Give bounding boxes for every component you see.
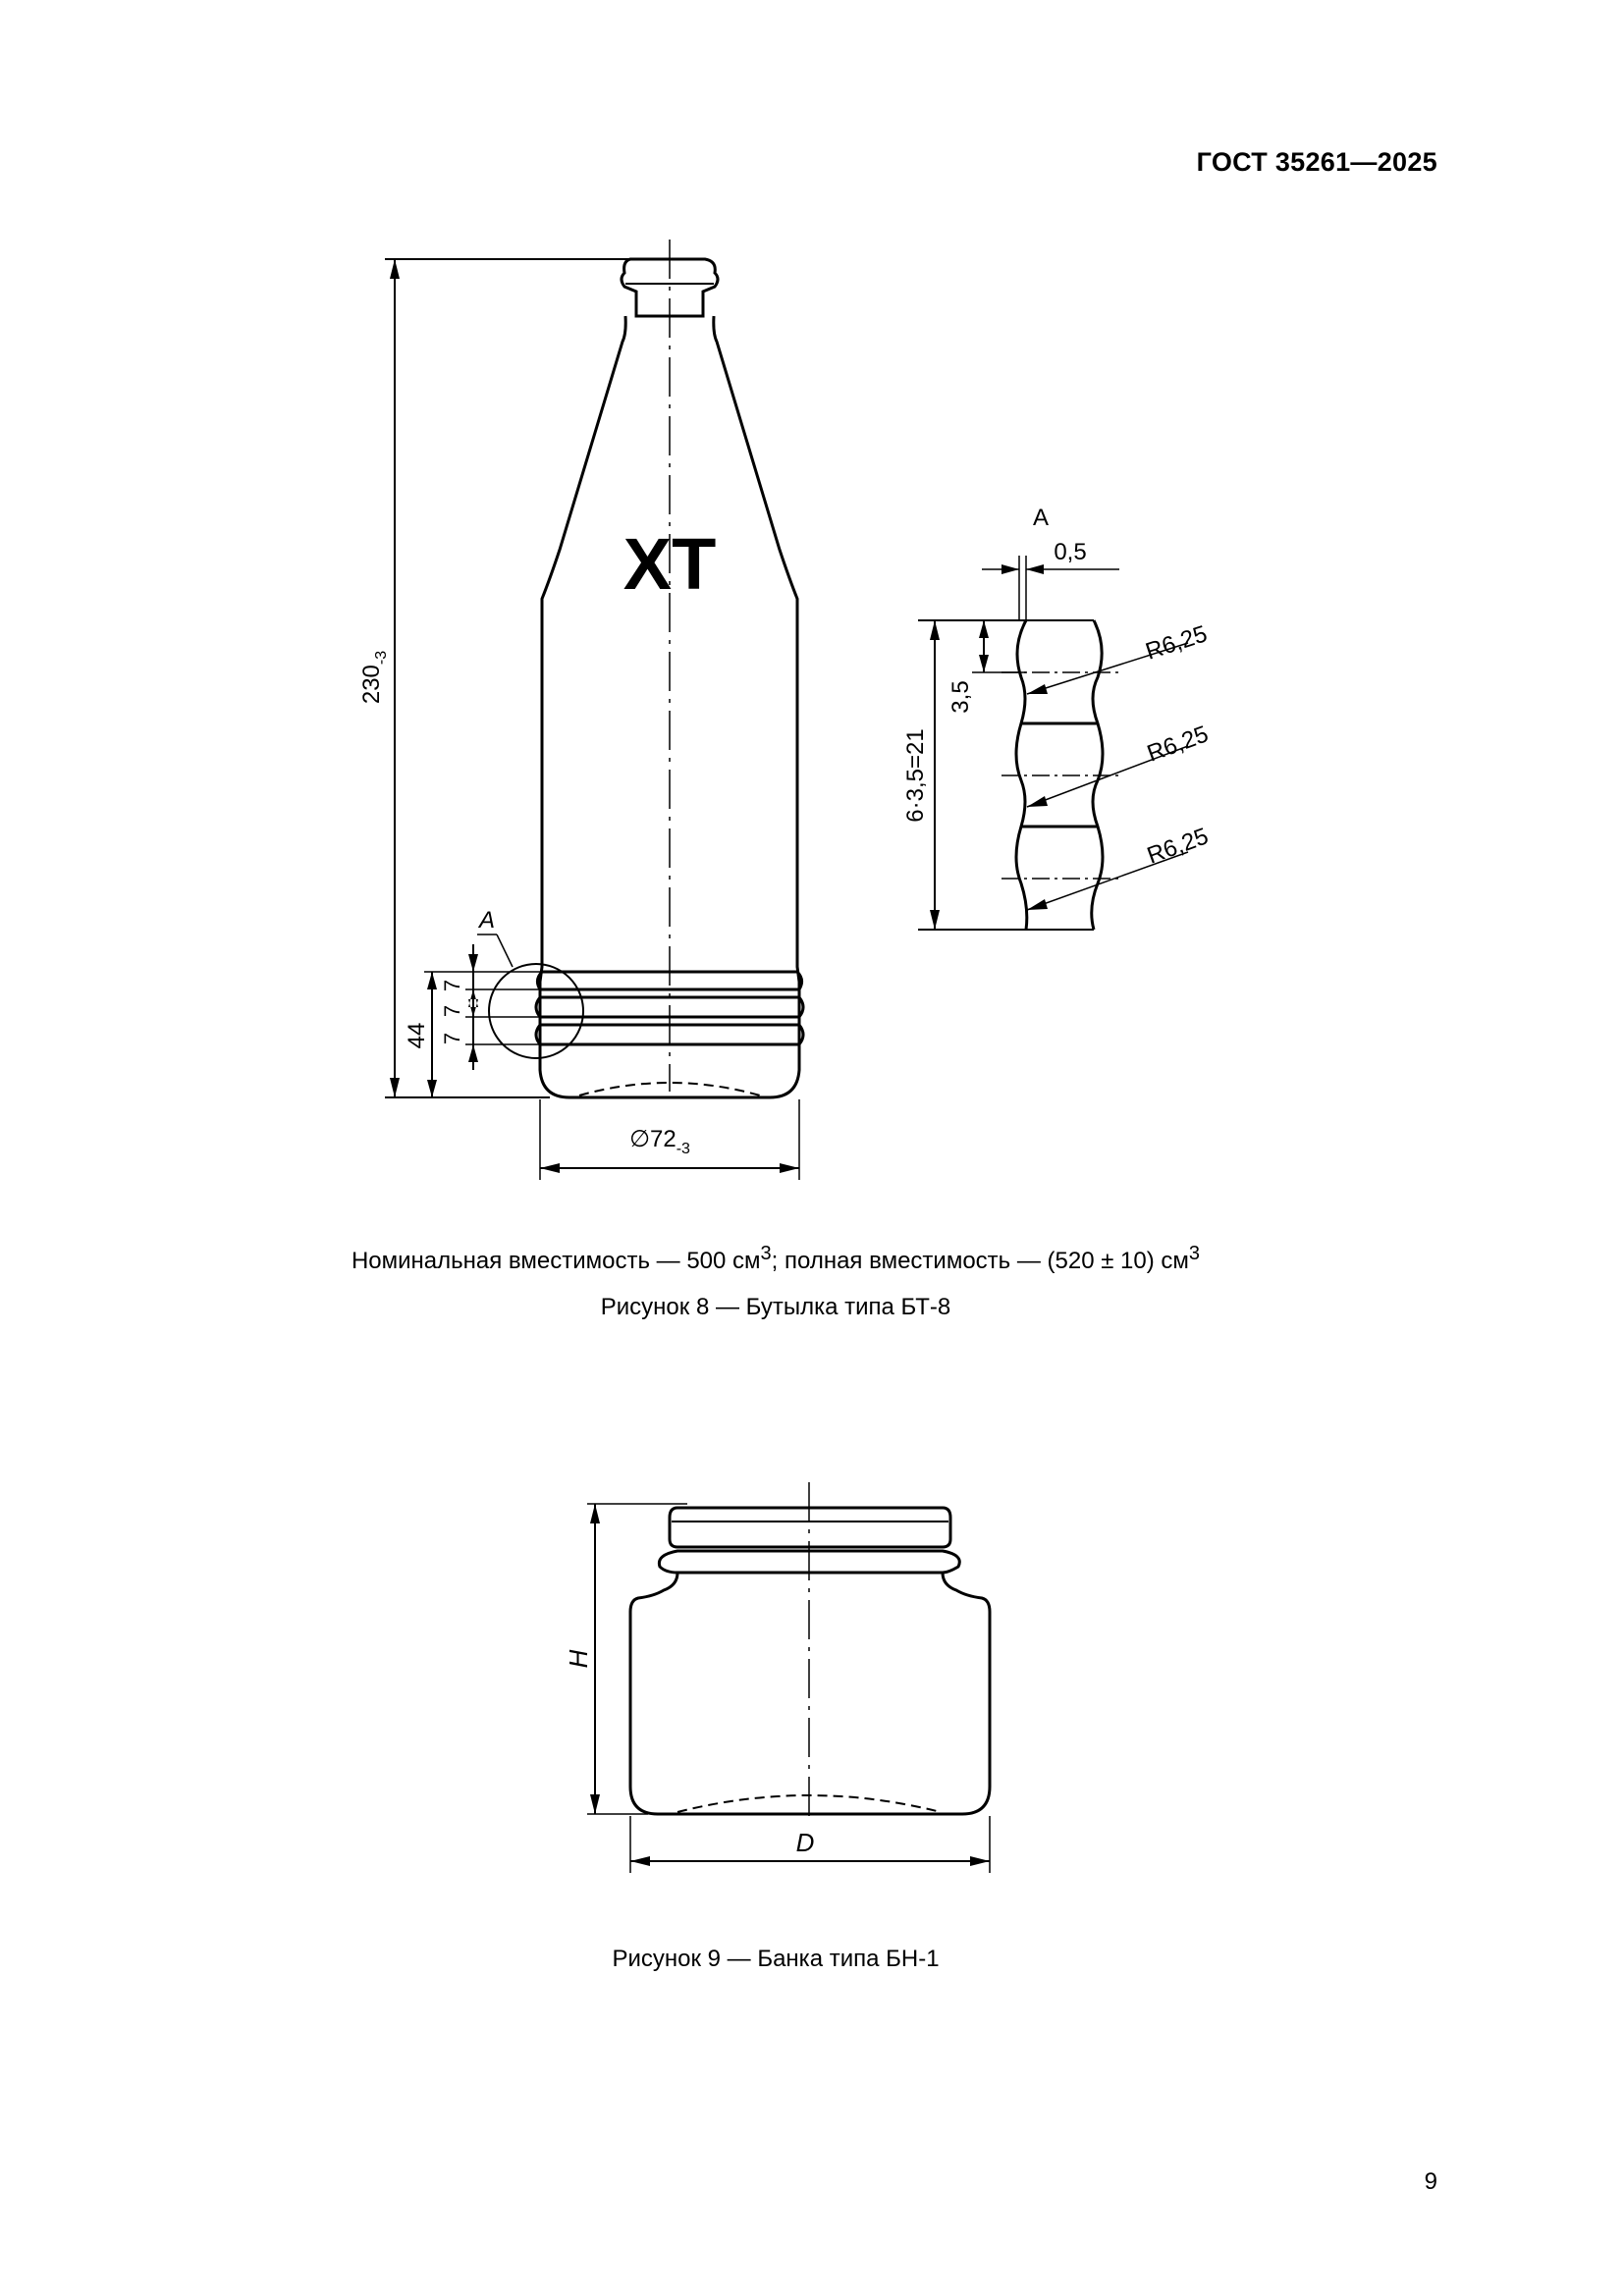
jar-finish bbox=[670, 1508, 950, 1547]
detail-pitch-label: 3,5 bbox=[947, 680, 974, 714]
jar-diameter-label: D bbox=[795, 1828, 815, 1857]
groove-dim-3: 7 bbox=[440, 1032, 464, 1045]
detail-total-label: 6·3,5=21 bbox=[902, 728, 929, 823]
jar-height-label: H bbox=[564, 1649, 593, 1669]
groove-dim-1: 7 bbox=[440, 979, 464, 992]
diameter-dimension-label: $\emptyset 72_{-3}$ bbox=[629, 1126, 690, 1157]
detail-a-drawing bbox=[902, 505, 1212, 930]
bottle-drawing bbox=[358, 240, 803, 1180]
capacity-note: Номинальная вместимость — 500 $см^3$; полная вместимость — (520 ± 10) $см^3$ bbox=[351, 1243, 1201, 1274]
figure-9-caption: Рисунок 9 — Банка типа БН-1 bbox=[612, 1946, 940, 1972]
jar-drawing bbox=[564, 1482, 990, 1873]
bottle-marking: ХТ bbox=[623, 523, 717, 605]
detail-radius-3: R6,25 bbox=[1143, 823, 1213, 870]
detail-title: А bbox=[1032, 505, 1050, 531]
groove-dim-2: 7 bbox=[440, 1004, 464, 1018]
detail-radius-1: R6,25 bbox=[1142, 620, 1211, 666]
detail-callout-label: А bbox=[479, 907, 496, 934]
height-dimension-label: $230_{-3}$ bbox=[358, 650, 390, 705]
document-header: ГОСТ 35261—2025 bbox=[1196, 147, 1437, 177]
jar-body bbox=[630, 1573, 990, 1814]
groove-zone-label: 44 bbox=[404, 1022, 430, 1049]
detail-offset-label: 0,5 bbox=[1054, 539, 1087, 565]
detail-radius-2: R6,25 bbox=[1143, 721, 1213, 768]
figure-8-caption: Рисунок 8 — Бутылка типа БТ-8 bbox=[600, 1294, 951, 1320]
page-number: 9 bbox=[1424, 2168, 1437, 2195]
